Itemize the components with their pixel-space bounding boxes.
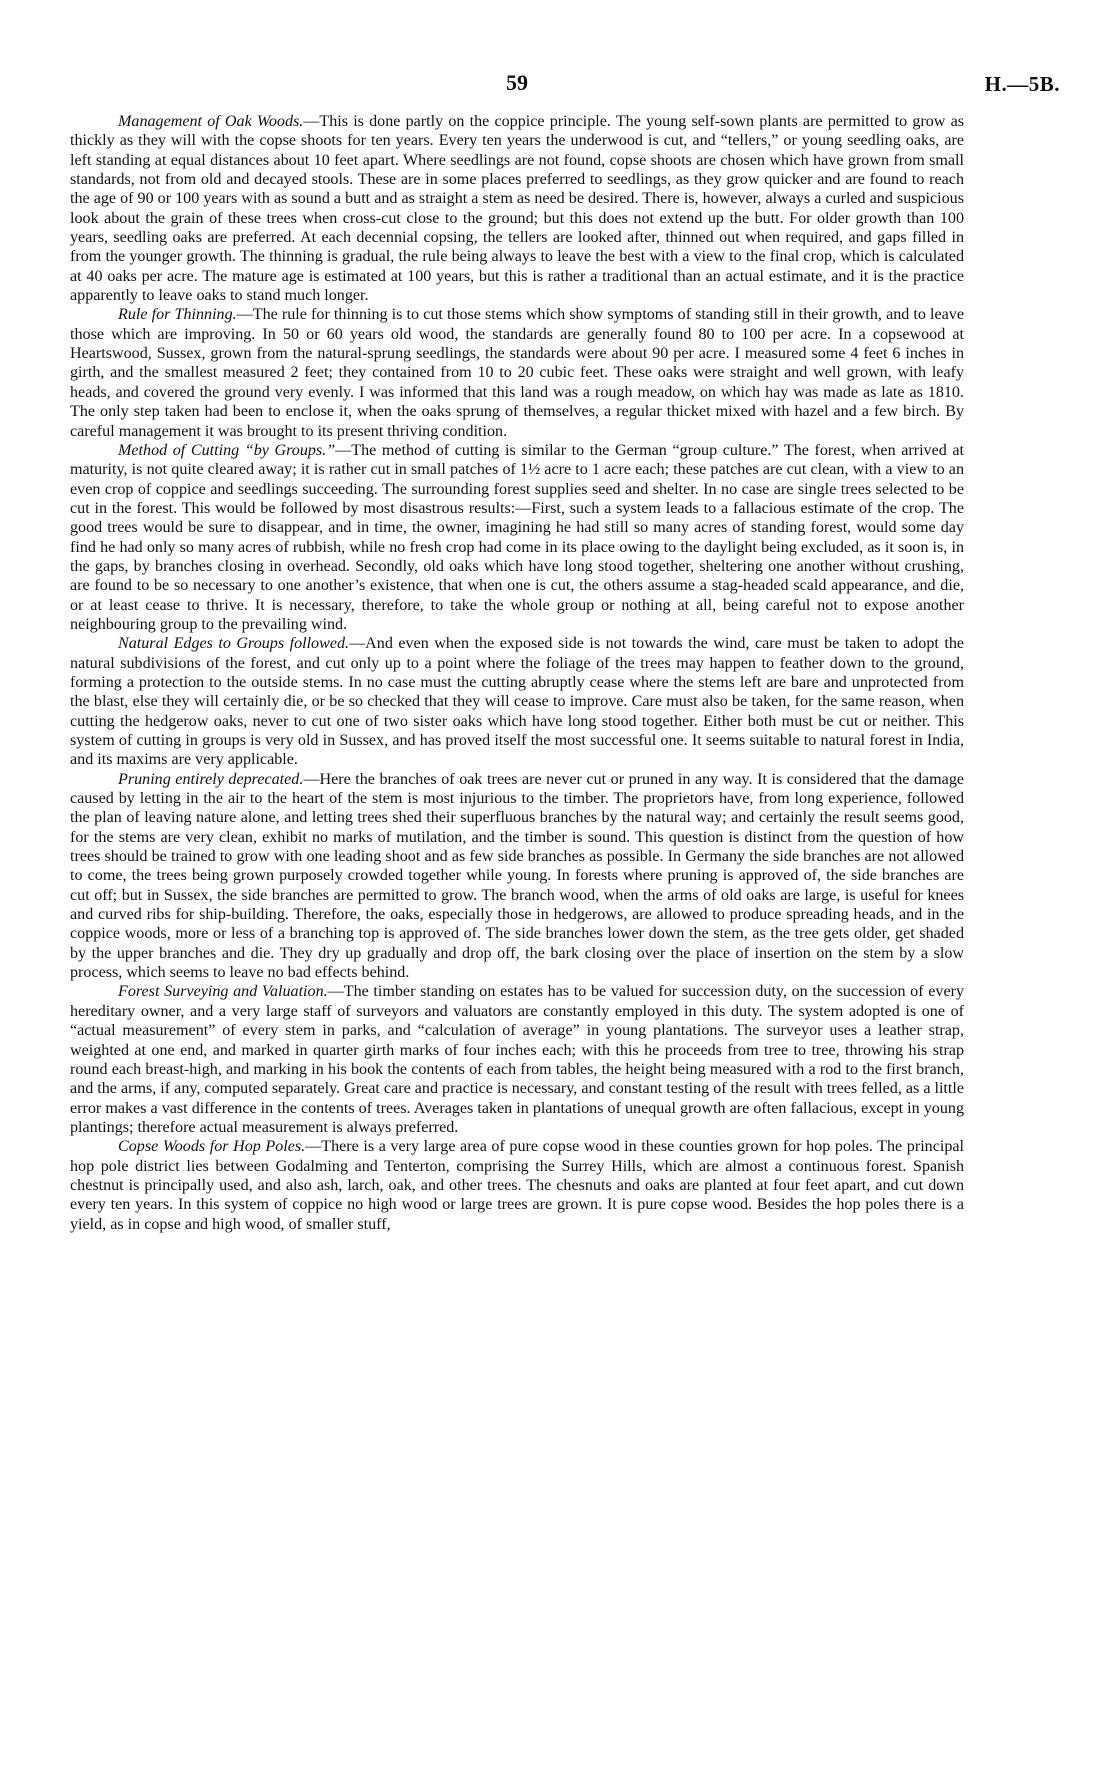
paragraph-text: —And even when the exposed side is not towards the wind, care must be taken to adopt the natural subdivisions of the forest, and cut only up to a point where the foliage of the trees may happen to feather down to the ground, forming a protection to the outside stems. In no case must the cutting abruptly cease where the stems left are bare and unprotected from the blast, else they will certainly die, or be so checked that they will cease to improve. Care must also be taken, for the same reason, when cutting the hedgerow oaks, never to cut one of two sister oaks which have long stood together. Either both must be cut or neither. This system of cutting in groups is very old in Sussex, and has proved itself the most successful one. It seems suitable to natural forest in India, and its maxims are very applicable. [70, 635, 965, 769]
paragraph [70, 770, 964, 983]
paragraph-text: —Here the branches of oak trees are never cut or pruned in any way. It is considered that the damage caused by letting in the air to the heart of the stem is most injurious to the timber. The proprietors have, from long experience, followed the plan of leaving nature alone, and letting trees shed their superfluous branches by the natural way; and certainly the result seems good, for the stems are very clean, exhibit no marks of mutilation, and the timber is sound. This question is distinct from the question of how trees should be trained to grow with one leading shoot and as few side branches as possible. In Germany the side branches are not allowed to come, the trees being grown purposely crowded together while young. In forests where pruning is approved of, the side branches are cut off; but in Sussex, the side branches are permitted to grow. The branch wood, when the arms of old oaks are large, is useful for knees and curved ribs for ship-building. Therefore, the oaks, especially those in hedgerows, are allowed to produce spreading heads, and in the coppice woods, more or less of a branching top is approved of. The side branches lower down the stem, as the tree gets older, get shaded by the upper branches and die. They dry up gradually and drop off, the bark closing over the place of insertion on the stem by a slow process, which seems to leave no bad effects behind. [70, 770, 965, 982]
paragraph [70, 1137, 964, 1234]
paragraph-heading: Pruning entirely deprecated. [118, 770, 304, 788]
paragraph-heading: Management of Oak Woods. [118, 113, 304, 130]
paragraph [70, 112, 964, 305]
paragraph-text: —The method of cutting is similar to the German “group culture.” The forest, when arrived at maturity, is not quite cleared away; it is rather cut in small patches of 1½ acre to 1 acre each; these patches are cut clean, with a view to an even crop of coppice and seedlings succeeding. The surrounding forest supplies seed and shelter. In no case are single trees selected to be cut in the forest. This would be followed by most disastrous results:—First, such a system leads to a fallacious estimate of the crop. The good trees would be sure to disappear, and in time, the owner, imagining he had still so many acres of standing forest, would some day find he had only so many acres of rubbish, while no fresh crop had come in its place owing to the daylight being excluded, as it soon is, in the gaps, by branches closing in overhead. Secondly, old oaks which have long stood together, sheltering one another without crushing, are found to be so necessary to one another’s existence, that when one is cut, the others assume a stag-headed scald appearance, and die, or at least cease to thrive. It is necessary, therefore, to take the whole group or nothing at all, being careful not to expose another neighbouring group to the prevailing wind. [70, 441, 964, 633]
document-reference: H.—5B. [984, 72, 1060, 96]
paragraph-text: —There is a very large area of pure copse wood in these counties grown for hop poles. The principal hop pole district lies between Godalming and Tenterton, comprising the Surrey Hills, which are almost a continuous forest. Spanish chestnut is principally used, and also ash, larch, oak, and other trees. The chesnuts and oaks are planted at four feet apart, and cut down every ten years. In this system of coppice no high wood or large trees are grown. It is pure copse wood. Besides the hop poles there is a yield, as in copse and high wood, of smaller stuff, [70, 1138, 964, 1233]
page-number: 59 [506, 70, 528, 95]
paragraph-heading: Rule for Thinning. [118, 306, 237, 324]
paragraph-heading: Natural Edges to Groups followed. [118, 635, 350, 653]
paragraph-text: —The timber standing on estates has to be valued for succession duty, on the succession of every hereditary owner, and a very large staff of surveyors and valuators are constantly employed in this duty. The system adopted is one of “actual measurement” of every stem in parks, and “calculation of average” in young plantations. The surveyor uses a leather strap, weighted at one end, and marked in quarter girth marks of four inches each; with this he proceeds from tree to tree, throwing his strap round each breast-high, and marking in his book the contents of each from tables, the height being measured with a rod to the first branch, and the arms, if any, computed separately. Great care and practice is necessary, and constant testing of the result with trees felled, as a little error makes a vast difference in the contents of trees. Averages taken in plantations of unequal growth are often fallacious, except in young plantings; therefore actual measurement is always preferred. [70, 983, 964, 1136]
paragraph [70, 634, 964, 769]
paragraph [70, 982, 964, 1137]
page-header [70, 60, 1060, 112]
body-text [70, 112, 964, 1234]
paragraph-heading: Method of Cutting “by Groups.” [118, 441, 336, 459]
paragraph-heading: Copse Woods for Hop Poles. [118, 1138, 306, 1156]
paragraph [70, 441, 964, 634]
paragraph-text: —The rule for thinning is to cut those stems which show symptoms of standing still in their growth, and to leave those which are improving. In 50 or 60 years old wood, the standards are generally found 80 to 100 per acre. In a copsewood at Heartswood, Sussex, grown from the natural-sprung seedlings, the standards were about 90 per acre. I measured some 4 feet 6 inches in girth, and the smallest measured 2 feet; they contained from 10 to 20 cubic feet. These oaks were straight and well grown, with leafy heads, and covered the ground very evenly. I was informed that this land was a rough meadow, on which hay was made as late as 1810. The only step taken had been to enclose it, when the oaks sprung of themselves, a regular thicket mixed with hazel and a few birch. By careful management it was brought to its present thriving condition. [70, 306, 965, 440]
paragraph-text: —This is done partly on the coppice principle. The young self-sown plants are permitted to grow as thickly as they will with the copse shoots for ten years. Every ten years the underwood is cut, and “tellers,” or young seedling oaks, are left standing at equal distances about 10 feet apart. Where seedlings are not found, copse shoots are chosen which have grown from small standards, not from old and decayed stools. These are in some places preferred to seedlings, as they grow quicker and are found to reach the age of 90 or 100 years with as sound a butt and as straight a stem as need be desired. There is, however, always a curled and suspicious look about the grain of these trees when cross-cut close to the ground; but this does not extend up the butt. For older growth than 100 years, seedling oaks are preferred. At each decennial copsing, the tellers are looked after, thinned out when required, and gaps filled in from the younger growth. The thinning is gradual, the rule being always to leave the best with a view to the final crop, which is calculated at 40 oaks per acre. The mature age is estimated at 100 years, but this is rather a traditional than an actual estimate, and it is the practice apparently to leave oaks to stand much longer. [70, 113, 964, 305]
paragraph [70, 305, 964, 440]
paragraph-heading: Forest Surveying and Valuation. [118, 983, 328, 1001]
